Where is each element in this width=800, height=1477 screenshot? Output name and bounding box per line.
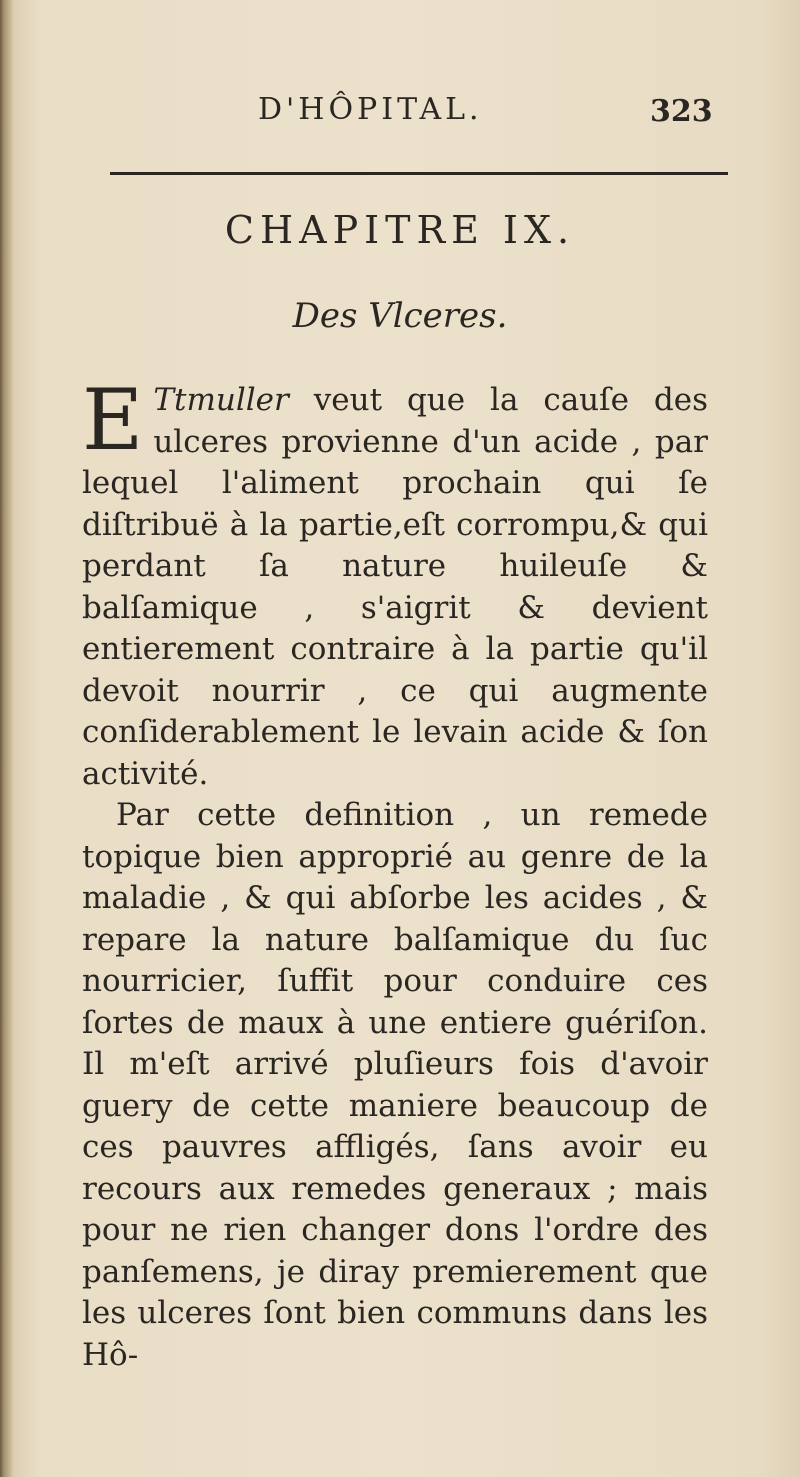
body-text xyxy=(82,371,708,1376)
chapter-title: CHAPITRE IX. xyxy=(224,208,576,252)
header-rule xyxy=(110,172,728,175)
section-title: Des Vlceres. xyxy=(292,296,508,336)
page-header xyxy=(0,92,800,142)
paragraph-1 xyxy=(82,371,708,795)
author-name: Ttmuller xyxy=(153,382,289,418)
paragraph-1-text: veut que la cauſe des ulceres provienne d'un acide , par lequel l'aliment prochain qui ſe diſtribuë à la partie,eſt corrompu,& qui perdant ſa nature huileuſe & balſamique , s'aigrit & devient entierement contraire à la partie qu'il devoit nourrir , ce qui augmente conſiderablement le levain acide & ſon activité. xyxy=(82,382,708,792)
running-head: D'HÔPITAL. xyxy=(258,92,483,127)
drop-cap: E xyxy=(82,371,144,469)
paragraph-2-text: Par cette definition , un remede topique bien approprié au genre de la maladie , & qui abſorbe les acides , & repare la nature balſamique du ſuc nourricier, ſuffit pour conduire ces ſortes de maux à une entiere guériſon. Il m'eſt arrivé pluſieurs fois d'avoir guery de cette maniere beaucoup de ces pauvres affligés, ſans avoir eu recours aux remedes generaux ; mais pour ne rien changer dons l'ordre des panſemens, je diray premierement que les ulceres ſont bien communs dans les Hô- xyxy=(82,797,708,1373)
page-number: 323 xyxy=(650,94,713,129)
paragraph-2 xyxy=(82,795,708,1376)
